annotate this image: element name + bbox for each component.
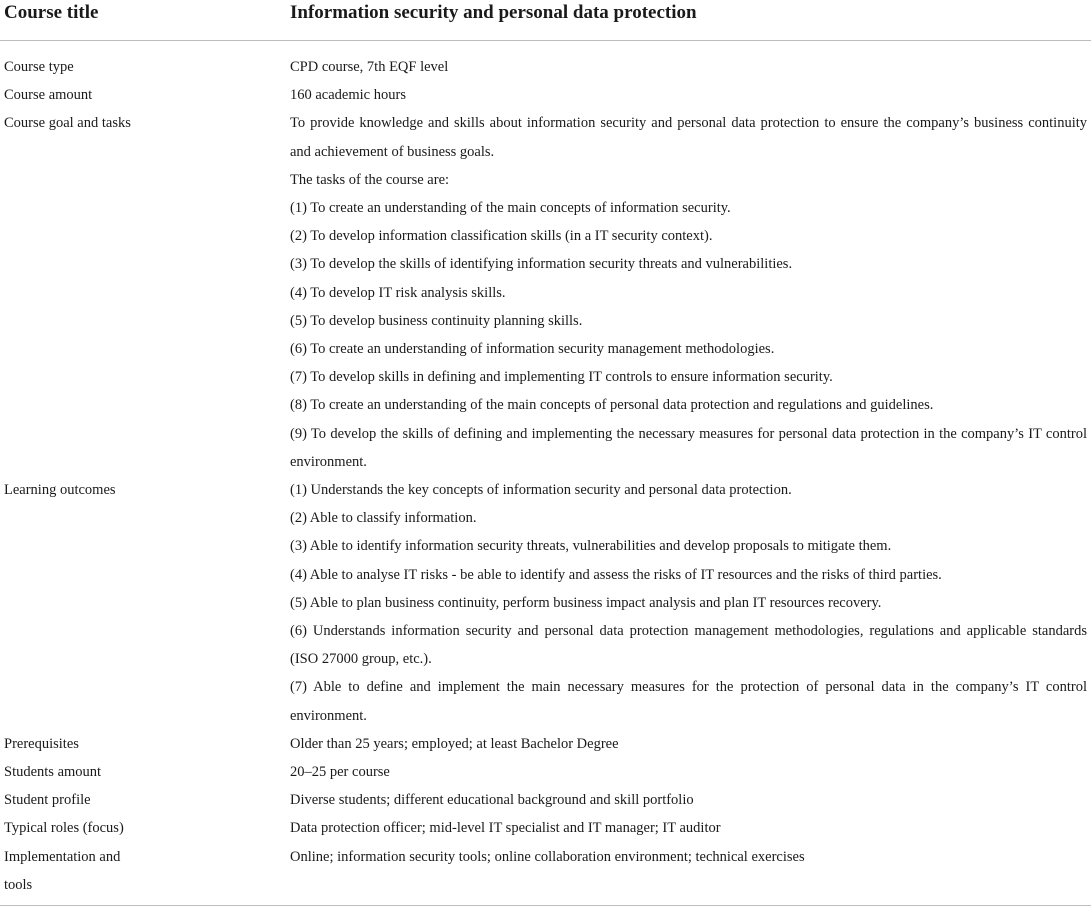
header-course-name: Information security and personal data protection [290, 2, 697, 23]
value-line: (5) Able to plan business continuity, perform business impact analysis and plan IT resources recovery. [290, 594, 882, 611]
row-value [286, 476, 1091, 730]
value-line: (3) Able to identify information security threats, vulnerabilities and develop proposals to mitigate them. [290, 538, 892, 555]
row-label: Course goal and tasks [4, 115, 131, 132]
value-line: (7) To develop skills in defining and implementing IT controls to ensure information security. [290, 369, 833, 386]
header-course-title: Course title [4, 2, 99, 23]
bottom-divider [0, 905, 1091, 906]
row-value [286, 758, 1091, 786]
value-line: (6) To create an understanding of information security management methodologies. [290, 341, 775, 358]
value-line: CPD course, 7th EQF level [290, 59, 449, 75]
value-line: (2) To develop information classification skills (in a IT security context). [290, 228, 713, 245]
value-line: (7) Able to define and implement the main necessary measures for the protection of personal data in the company’s IT control environment. [290, 679, 1087, 724]
value-line: (1) To create an understanding of the main concepts of information security. [290, 200, 731, 217]
value-line: (4) To develop IT risk analysis skills. [290, 284, 506, 301]
table-body [0, 41, 1091, 899]
table-row [0, 758, 1091, 786]
row-label: Student profile [4, 792, 91, 809]
row-label: Course type [4, 59, 74, 75]
row-value [286, 843, 1091, 899]
value-line: To provide knowledge and skills about information security and personal data protection to ensure the company’s business continuity and achievement of business goals. [290, 115, 1087, 160]
row-label: Implementation and tools [4, 848, 121, 893]
row-value [286, 81, 1091, 109]
table-row [0, 786, 1091, 814]
row-label: Learning outcomes [4, 482, 116, 499]
row-value [286, 53, 1091, 81]
value-line: (4) Able to analyse IT risks - be able to identify and assess the risks of IT resources and the risks of third parties. [290, 566, 942, 583]
value-line: Data protection officer; mid-level IT specialist and IT manager; IT auditor [290, 820, 721, 837]
value-line: (5) To develop business continuity planning skills. [290, 312, 583, 329]
row-label: Typical roles (focus) [4, 820, 124, 837]
row-label: Prerequisites [4, 735, 79, 752]
value-line: (6) Understands information security and personal data protection management methodologies, regulations and applicable standards (ISO 27000 group, etc.). [290, 623, 1087, 668]
value-line: (3) To develop the skills of identifying information security threats and vulnerabilities. [290, 256, 793, 273]
value-line: Online; information security tools; online collaboration environment; technical exercises [290, 848, 805, 865]
table-row [0, 476, 1091, 730]
row-label: Course amount [4, 87, 93, 104]
value-line: The tasks of the course are: [290, 171, 450, 188]
table-row [0, 814, 1091, 842]
value-line: (2) Able to classify information. [290, 510, 477, 527]
value-line: 20–25 per course [290, 764, 390, 781]
table-row [0, 109, 1091, 476]
value-line: Older than 25 years; employed; at least Bachelor Degree [290, 735, 619, 752]
row-value [286, 814, 1091, 842]
table-header [0, 0, 1091, 41]
value-line: (8) To create an understanding of the main concepts of personal data protection and regulations and guidelines. [290, 397, 934, 414]
table-row [0, 730, 1091, 758]
value-line: (9) To develop the skills of defining and implementing the necessary measures for personal data protection in the company’s IT control environment. [290, 425, 1087, 470]
table-row [0, 843, 1091, 899]
value-line: (1) Understands the key concepts of information security and personal data protection. [290, 482, 792, 499]
row-label: Students amount [4, 764, 102, 781]
table-row [0, 81, 1091, 109]
row-value [286, 109, 1091, 476]
value-line: 160 academic hours [290, 87, 406, 104]
table-row [0, 53, 1091, 81]
value-line: Diverse students; different educational background and skill portfolio [290, 792, 694, 809]
row-value [286, 786, 1091, 814]
row-value [286, 730, 1091, 758]
